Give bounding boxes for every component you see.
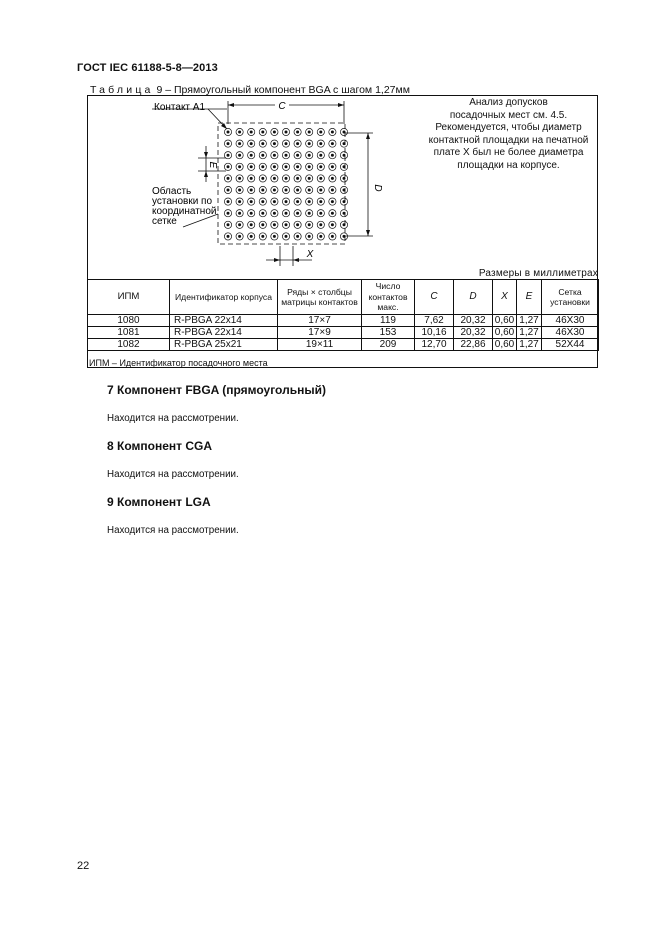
- pad-dot: [285, 165, 288, 168]
- pad-dot: [261, 177, 264, 180]
- pad-dot: [331, 165, 334, 168]
- dimensions-table: [87, 279, 599, 351]
- table-9: [87, 95, 598, 368]
- pad-dot: [319, 177, 322, 180]
- pad-dot: [238, 200, 241, 203]
- pad-dot: [238, 165, 241, 168]
- table-cell: 17×7: [278, 315, 362, 327]
- table-cell: 12,70: [415, 339, 454, 351]
- pad-dot: [227, 223, 230, 226]
- table-cell: 20,32: [454, 315, 493, 327]
- pad-dot: [308, 154, 311, 157]
- pad-dot: [319, 142, 322, 145]
- pad-dot: [343, 235, 346, 238]
- pad-dot: [319, 189, 322, 192]
- pad-dot: [308, 165, 311, 168]
- pad-dot: [308, 177, 311, 180]
- column-header: Число контактов макс.: [362, 280, 415, 315]
- placement-area-line: сетке: [152, 216, 177, 227]
- table-cell: 46X30: [542, 315, 599, 327]
- table-cell: 1,27: [517, 339, 542, 351]
- tolerance-note: [418, 97, 599, 172]
- section-title-fbga: 7 Компонент FBGA (прямоугольный): [107, 383, 326, 397]
- contact-a1-label: Контакт А1: [154, 102, 206, 113]
- pad-dot: [308, 223, 311, 226]
- pad-dot: [250, 212, 253, 215]
- table-row: [88, 339, 599, 351]
- note-line: плате X был не более диаметра: [433, 147, 584, 158]
- pad-dot: [273, 212, 276, 215]
- pad-dot: [273, 200, 276, 203]
- placement-area-line: Область: [152, 186, 192, 197]
- note-line: контактной площадки на печатной: [428, 134, 589, 146]
- pad-dot: [343, 189, 346, 192]
- table-cell: 52X44: [542, 339, 599, 351]
- pad-dot: [296, 142, 299, 145]
- column-header: D: [454, 280, 493, 315]
- pad-dot: [250, 223, 253, 226]
- table-cell: 0,60: [493, 339, 517, 351]
- placement-area-line: установки по: [152, 196, 213, 207]
- table-cell: 17×9: [278, 327, 362, 339]
- pad-dot: [308, 189, 311, 192]
- pad-dot: [261, 142, 264, 145]
- pad-dot: [227, 154, 230, 157]
- note-line: Анализ допусков: [469, 97, 548, 108]
- table-cell: 7,62: [415, 315, 454, 327]
- pad-dot: [319, 154, 322, 157]
- pad-dot: [343, 223, 346, 226]
- pad-dot: [285, 223, 288, 226]
- pad-dot: [273, 177, 276, 180]
- note-line: Рекомендуется, чтобы диаметр: [435, 122, 582, 133]
- pad-dot: [331, 177, 334, 180]
- pad-dot: [331, 154, 334, 157]
- pad-dot: [331, 212, 334, 215]
- pad-dot: [308, 200, 311, 203]
- pad-dot: [331, 131, 334, 134]
- dimension-x-label: X: [306, 249, 314, 260]
- table-header-row: [88, 280, 599, 315]
- pad-dot: [261, 131, 264, 134]
- pad-dot: [285, 142, 288, 145]
- pad-dot: [308, 131, 311, 134]
- pad-dot: [331, 235, 334, 238]
- table-cell: 1082: [88, 339, 170, 351]
- note-line: площадки на корпусе.: [457, 159, 560, 171]
- column-header: Ряды × столбцы матрицы контактов: [278, 280, 362, 315]
- pad-dot: [296, 223, 299, 226]
- column-header: E: [517, 280, 542, 315]
- pad-dot: [296, 200, 299, 203]
- dimension-e-label: E: [207, 161, 218, 169]
- pad-dot: [285, 200, 288, 203]
- pad-dot: [261, 235, 264, 238]
- pad-dot: [238, 154, 241, 157]
- pad-dot: [296, 212, 299, 215]
- table-cell: 22,86: [454, 339, 493, 351]
- pad-dot: [227, 212, 230, 215]
- pad-dot: [273, 165, 276, 168]
- pad-dot: [343, 177, 346, 180]
- pad-dot: [261, 189, 264, 192]
- pad-dot: [261, 212, 264, 215]
- pad-dot: [261, 223, 264, 226]
- pad-dot: [343, 212, 346, 215]
- pad-dot: [261, 165, 264, 168]
- column-header: Идентификатор корпуса: [170, 280, 278, 315]
- pad-dot: [285, 212, 288, 215]
- pad-dot: [238, 142, 241, 145]
- pad-dot: [319, 212, 322, 215]
- pad-dot: [227, 200, 230, 203]
- table-cell: 19×11: [278, 339, 362, 351]
- pad-dot: [343, 142, 346, 145]
- section-title-lga: 9 Компонент LGA: [107, 495, 211, 509]
- table-cell: 1,27: [517, 327, 542, 339]
- pad-dot: [343, 154, 346, 157]
- table-cell: 153: [362, 327, 415, 339]
- table-caption-title: 9 – Прямоугольный компонент BGA с шагом 1,27мм: [153, 84, 410, 96]
- pad-dot: [261, 154, 264, 157]
- table-cell: R-PBGA 22x14: [170, 315, 278, 327]
- pad-dot: [308, 212, 311, 215]
- section-text-lga: Находится на рассмотрении.: [107, 525, 239, 536]
- table-cell: 209: [362, 339, 415, 351]
- pad-dot: [319, 200, 322, 203]
- pad-dot: [331, 142, 334, 145]
- pad-dot: [250, 189, 253, 192]
- pad-dot: [227, 189, 230, 192]
- pad-dot: [227, 142, 230, 145]
- pad-dot: [308, 235, 311, 238]
- pad-dot: [238, 223, 241, 226]
- pad-grid: [224, 128, 347, 240]
- pad-dot: [343, 131, 346, 134]
- pad-dot: [285, 131, 288, 134]
- table-caption-prefix: Таблица: [90, 84, 154, 96]
- table-cell: 46X30: [542, 327, 599, 339]
- table-footnote: ИПМ – Идентификатор посадочного места: [89, 358, 268, 368]
- units-note: Размеры в миллиметрах: [478, 268, 598, 279]
- pad-dot: [285, 189, 288, 192]
- table-cell: 1081: [88, 327, 170, 339]
- pad-dot: [308, 142, 311, 145]
- pad-dot: [285, 177, 288, 180]
- pad-dot: [319, 131, 322, 134]
- pad-dot: [343, 200, 346, 203]
- table-cell: R-PBGA 25x21: [170, 339, 278, 351]
- pad-dot: [273, 189, 276, 192]
- pad-dot: [273, 131, 276, 134]
- pad-dot: [261, 200, 264, 203]
- column-header: X: [493, 280, 517, 315]
- table-cell: 1,27: [517, 315, 542, 327]
- table-cell: 20,32: [454, 327, 493, 339]
- pad-dot: [227, 131, 230, 134]
- pad-dot: [238, 235, 241, 238]
- pad-dot: [250, 200, 253, 203]
- note-line: посадочных мест см. 4.5.: [449, 109, 568, 121]
- pad-dot: [319, 223, 322, 226]
- dimension-d-label: D: [372, 184, 383, 192]
- pad-dot: [296, 131, 299, 134]
- pad-dot: [250, 131, 253, 134]
- table-row: [88, 327, 599, 339]
- table-row: [88, 315, 599, 327]
- pad-dot: [238, 177, 241, 180]
- pad-dot: [238, 212, 241, 215]
- pad-dot: [296, 165, 299, 168]
- pad-dot: [319, 165, 322, 168]
- table-cell: 0,60: [493, 315, 517, 327]
- pad-dot: [331, 200, 334, 203]
- placement-area-line: координатной: [152, 206, 217, 217]
- pad-dot: [227, 177, 230, 180]
- pad-dot: [343, 165, 346, 168]
- pad-dot: [273, 154, 276, 157]
- pad-dot: [250, 177, 253, 180]
- column-header: ИПМ: [88, 280, 170, 315]
- bga-diagram: [88, 96, 599, 280]
- table-cell: 1080: [88, 315, 170, 327]
- table-cell: R-PBGA 22x14: [170, 327, 278, 339]
- pad-dot: [296, 235, 299, 238]
- pad-dot: [250, 235, 253, 238]
- column-header: C: [415, 280, 454, 315]
- pad-dot: [296, 177, 299, 180]
- pad-dot: [296, 189, 299, 192]
- section-text-fbga: Находится на рассмотрении.: [107, 413, 239, 424]
- pad-dot: [273, 223, 276, 226]
- pad-dot: [250, 154, 253, 157]
- pad-dot: [227, 235, 230, 238]
- table-cell: 0,60: [493, 327, 517, 339]
- pad-dot: [319, 235, 322, 238]
- placement-area-label: [152, 185, 219, 227]
- column-header: Сетка установки: [542, 280, 599, 315]
- pad-dot: [227, 165, 230, 168]
- document-id: ГОСТ IEC 61188-5-8—2013: [77, 62, 218, 74]
- pad-dot: [250, 165, 253, 168]
- pad-dot: [296, 154, 299, 157]
- section-text-cga: Находится на рассмотрении.: [107, 469, 239, 480]
- bga-footprint-drawing: [88, 96, 418, 268]
- pad-dot: [250, 142, 253, 145]
- pad-dot: [238, 189, 241, 192]
- pad-dot: [285, 235, 288, 238]
- page-number: 22: [77, 860, 90, 872]
- section-title-cga: 8 Компонент CGA: [107, 439, 213, 453]
- pad-dot: [331, 223, 334, 226]
- table-cell: 10,16: [415, 327, 454, 339]
- pad-dot: [273, 142, 276, 145]
- dimension-c-label: C: [278, 101, 286, 112]
- pad-dot: [238, 131, 241, 134]
- pad-dot: [285, 154, 288, 157]
- pad-dot: [331, 189, 334, 192]
- pad-dot: [273, 235, 276, 238]
- table-cell: 119: [362, 315, 415, 327]
